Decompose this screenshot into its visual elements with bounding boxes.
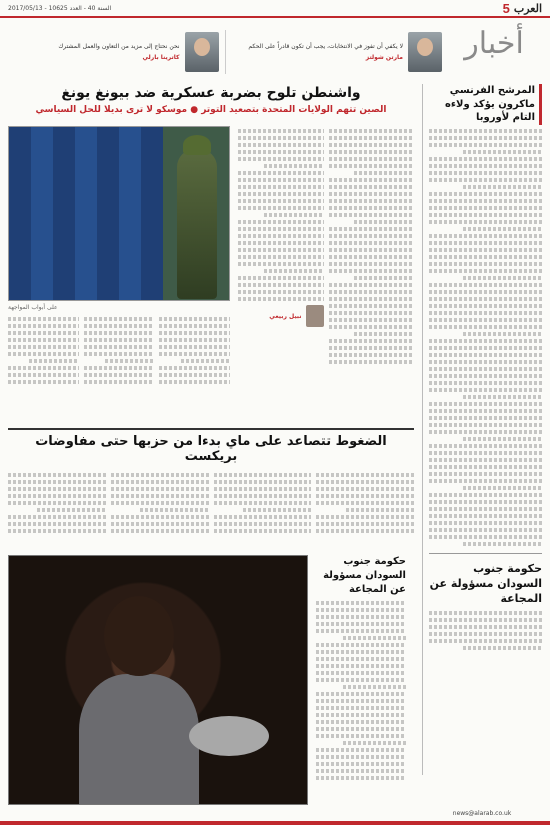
text-line [111, 515, 209, 519]
text-line [316, 664, 406, 668]
text-line [429, 157, 542, 161]
text-line [329, 136, 415, 140]
text-line [463, 542, 542, 546]
text-line [429, 206, 542, 210]
text-line [8, 317, 79, 321]
text-line [429, 353, 542, 357]
text-line [429, 611, 542, 615]
text-line [214, 487, 312, 491]
text-line [429, 178, 542, 182]
main-story [8, 84, 414, 424]
quote-text: نحن نحتاج إلى مزيد من التعاون والعمل المشترك [58, 43, 180, 51]
text-line [111, 487, 209, 491]
text-line [463, 437, 542, 441]
quote-bar [8, 24, 442, 80]
text-line [214, 473, 312, 477]
text-line [429, 632, 542, 636]
text-line [429, 304, 542, 308]
text-line [238, 255, 324, 259]
text-line [429, 388, 542, 392]
text-line [8, 324, 79, 328]
text-line [429, 262, 542, 266]
text-line [84, 331, 155, 335]
sidebar-headline: حكومة جنوب السودان مسؤولة عن المجاعة [429, 561, 542, 606]
text-line [329, 353, 415, 357]
text-line [264, 213, 324, 217]
text-line [84, 373, 155, 377]
text-line [429, 143, 542, 147]
text-line [238, 248, 324, 252]
text-line [316, 720, 406, 724]
text-line [316, 501, 414, 505]
text-line [316, 522, 414, 526]
text-line [429, 528, 542, 532]
text-line [316, 608, 406, 612]
text-line [429, 451, 542, 455]
text-line [354, 171, 414, 175]
main-columns [238, 126, 414, 416]
issue-info: السنة 40 - العدد 10625 - 2017/05/13 [8, 4, 112, 12]
text-line [463, 646, 542, 650]
section-title: أخبار [464, 26, 524, 61]
text-line [8, 373, 79, 377]
text-line [8, 529, 106, 533]
text-line [429, 409, 542, 413]
text-line [238, 297, 324, 301]
text-line [329, 178, 415, 182]
text-line [214, 529, 312, 533]
right-sidebar [422, 84, 542, 775]
text-line [238, 241, 324, 245]
soldier-figure [177, 149, 217, 299]
text-column [316, 470, 414, 556]
text-line [181, 359, 230, 363]
text-line [159, 324, 230, 328]
text-line [8, 338, 79, 342]
text-line [429, 625, 542, 629]
quote-photo [185, 32, 219, 72]
text-line [463, 227, 542, 231]
text-line [429, 129, 542, 133]
text-line [238, 157, 324, 161]
text-line [316, 487, 414, 491]
text-line [329, 248, 415, 252]
text-line [463, 185, 542, 189]
text-line [316, 643, 406, 647]
text-line [316, 601, 406, 605]
text-line [429, 367, 542, 371]
text-line [354, 332, 414, 336]
text-line [429, 493, 542, 497]
text-line [316, 650, 406, 654]
text-line [316, 699, 406, 703]
text-line [343, 741, 406, 745]
text-line [429, 234, 542, 238]
text-line [316, 473, 414, 477]
text-line [159, 338, 230, 342]
text-line [8, 380, 79, 384]
text-line [329, 227, 415, 231]
text-column [329, 126, 415, 416]
text-line [238, 192, 324, 196]
text-line [329, 199, 415, 203]
sidebar-headline: المرشح الفرنسي ماكرون يؤكد ولاءه التام لأوروبا [429, 84, 542, 125]
text-line [238, 171, 324, 175]
text-line [214, 480, 312, 484]
text-line [463, 276, 542, 280]
text-line [8, 494, 106, 498]
quote-text: لا يكفي أن تفوز في الانتخابات، يجب أن تكون قادراً على الحكم [248, 43, 403, 51]
text-line [140, 508, 208, 512]
text-line [463, 395, 542, 399]
text-line [111, 529, 209, 533]
text-line [29, 359, 78, 363]
text-line [429, 618, 542, 622]
text-line [329, 325, 415, 329]
text-line [84, 317, 155, 321]
text-line [214, 522, 312, 526]
text-line [159, 331, 230, 335]
text-line [429, 164, 542, 168]
text-line [329, 311, 415, 315]
text-line [316, 622, 406, 626]
text-line [316, 629, 406, 633]
text-line [329, 241, 415, 245]
top-strip [0, 0, 550, 18]
text-line [429, 535, 542, 539]
text-line [159, 380, 230, 384]
text-line [329, 255, 415, 259]
text-line [111, 494, 209, 498]
child-figure [79, 674, 199, 805]
text-line [316, 706, 406, 710]
text-line [329, 129, 415, 133]
text-line [429, 318, 542, 322]
text-line [264, 269, 324, 273]
text-line [329, 213, 415, 217]
text-line [316, 515, 414, 519]
quote-photo [408, 32, 442, 72]
text-line [429, 346, 542, 350]
text-line [429, 465, 542, 469]
text-line [429, 339, 542, 343]
text-line [329, 185, 415, 189]
text-line [238, 150, 324, 154]
text-line [316, 769, 406, 773]
text-line [111, 522, 209, 526]
text-line [429, 199, 542, 203]
text-line [316, 727, 406, 731]
text-line [346, 508, 414, 512]
text-line [238, 283, 324, 287]
quote-block [232, 32, 443, 72]
text-line [8, 473, 106, 477]
text-line [238, 136, 324, 140]
text-line [238, 206, 324, 210]
text-line [429, 283, 542, 287]
text-line [8, 480, 106, 484]
text-line [238, 234, 324, 238]
text-line [429, 423, 542, 427]
text-line [84, 366, 155, 370]
text-line [316, 748, 406, 752]
main-subheadline: الصين تتهم الولايات المتحدة بتصعيد التوتر ● موسكو لا ترى بديلا للحل السياسي [35, 104, 387, 115]
text-line [159, 352, 230, 356]
text-column [84, 314, 155, 414]
text-column [159, 314, 230, 414]
text-line [316, 776, 406, 780]
text-line [316, 529, 414, 533]
text-column [238, 126, 324, 416]
text-line [238, 290, 324, 294]
text-line [316, 762, 406, 766]
text-line [429, 136, 542, 140]
text-line [329, 206, 415, 210]
text-line [243, 508, 311, 512]
text-line [429, 416, 542, 420]
text-line [329, 143, 415, 147]
text-line [316, 713, 406, 717]
quote-block [8, 32, 219, 72]
masthead [503, 1, 542, 16]
text-line [238, 185, 324, 189]
page-number: 5 [502, 0, 510, 16]
text-line [429, 402, 542, 406]
paper-name: العرب [513, 1, 542, 15]
text-line [329, 283, 415, 287]
footer-strip [0, 821, 550, 825]
text-line [214, 494, 312, 498]
text-line [84, 338, 155, 342]
main-headline: واشنطن تلوح بضربة عسكرية ضد بيونغ يونغ [61, 85, 361, 101]
text-line [429, 430, 542, 434]
text-line [329, 157, 415, 161]
text-line [238, 143, 324, 147]
text-line [111, 480, 209, 484]
author-box [238, 305, 324, 327]
text-line [8, 366, 79, 370]
text-line [429, 381, 542, 385]
author-photo [306, 305, 324, 327]
text-line [316, 615, 406, 619]
text-line [238, 276, 324, 280]
text-column [214, 470, 312, 556]
text-line [316, 692, 406, 696]
text-line [214, 501, 312, 505]
text-line [329, 150, 415, 154]
lower-columns [8, 314, 230, 414]
child-face [104, 596, 174, 676]
text-line [329, 164, 415, 168]
text-line [159, 373, 230, 377]
text-line [159, 317, 230, 321]
text-line [429, 325, 542, 329]
text-line [238, 199, 324, 203]
text-line [429, 472, 542, 476]
text-line [429, 444, 542, 448]
text-line [84, 324, 155, 328]
text-line [316, 494, 414, 498]
text-line [329, 339, 415, 343]
text-line [429, 213, 542, 217]
text-line [316, 755, 406, 759]
text-line [429, 514, 542, 518]
text-line [238, 227, 324, 231]
text-line [8, 501, 106, 505]
text-line [429, 521, 542, 525]
text-line [238, 220, 324, 224]
brexit-story [8, 428, 414, 548]
text-line [8, 331, 79, 335]
text-line [463, 332, 542, 336]
text-line [238, 262, 324, 266]
sudan-photo [8, 555, 308, 805]
text-line [8, 345, 79, 349]
text-line [316, 480, 414, 484]
text-line [329, 360, 415, 364]
text-line [329, 346, 415, 350]
sudan-story [316, 555, 406, 805]
text-line [316, 678, 406, 682]
quote-name: كاترينا بارلي [142, 53, 180, 61]
divider [225, 30, 226, 74]
text-line [329, 290, 415, 294]
text-line [264, 164, 324, 168]
text-line [238, 129, 324, 133]
text-line [84, 345, 155, 349]
text-line [429, 255, 542, 259]
text-line [111, 473, 209, 477]
footer-email: news@alarab.co.uk [452, 810, 512, 817]
text-line [8, 522, 106, 526]
text-line [238, 178, 324, 182]
text-line [429, 507, 542, 511]
text-line [429, 458, 542, 462]
text-line [354, 220, 414, 224]
text-line [329, 318, 415, 322]
text-line [343, 685, 406, 689]
bowl [189, 716, 269, 756]
text-line [8, 515, 106, 519]
text-line [329, 234, 415, 238]
quote-name: مارتن شولتز [365, 53, 403, 61]
text-line [429, 311, 542, 315]
photo-caption: على أبواب المواجهة [8, 304, 58, 311]
text-line [8, 352, 79, 356]
text-line [429, 220, 542, 224]
text-line [111, 501, 209, 505]
brexit-columns [8, 470, 414, 556]
text-line [429, 479, 542, 483]
author-label: نبيل ربيعي [269, 312, 302, 320]
text-line [429, 241, 542, 245]
text-line [316, 657, 406, 661]
text-line [37, 508, 105, 512]
text-line [316, 671, 406, 675]
text-line [354, 276, 414, 280]
sudan-headline: حكومة جنوب السودان مسؤولة عن المجاعة [323, 556, 406, 595]
text-line [214, 515, 312, 519]
text-line [429, 248, 542, 252]
text-line [463, 150, 542, 154]
text-line [429, 269, 542, 273]
text-line [84, 380, 155, 384]
text-line [159, 345, 230, 349]
text-column [8, 470, 106, 556]
text-line [84, 352, 155, 356]
text-line [329, 269, 415, 273]
text-column [111, 470, 209, 556]
text-line [429, 171, 542, 175]
text-line [343, 636, 406, 640]
text-line [429, 374, 542, 378]
text-line [329, 192, 415, 196]
main-photo [8, 126, 230, 301]
text-line [159, 366, 230, 370]
text-line [429, 500, 542, 504]
text-line [429, 360, 542, 364]
text-line [329, 297, 415, 301]
text-line [429, 639, 542, 643]
text-line [316, 734, 406, 738]
divider [429, 553, 542, 554]
text-line [429, 297, 542, 301]
text-line [329, 262, 415, 266]
text-column [8, 314, 79, 414]
text-line [8, 487, 106, 491]
text-line [105, 359, 154, 363]
text-line [463, 486, 542, 490]
text-line [429, 290, 542, 294]
text-line [429, 192, 542, 196]
brexit-headline: الضغوط تتصاعد على ماي بدءا من حزبها حتى مفاوضات بريكست [35, 434, 387, 464]
text-line [329, 304, 415, 308]
